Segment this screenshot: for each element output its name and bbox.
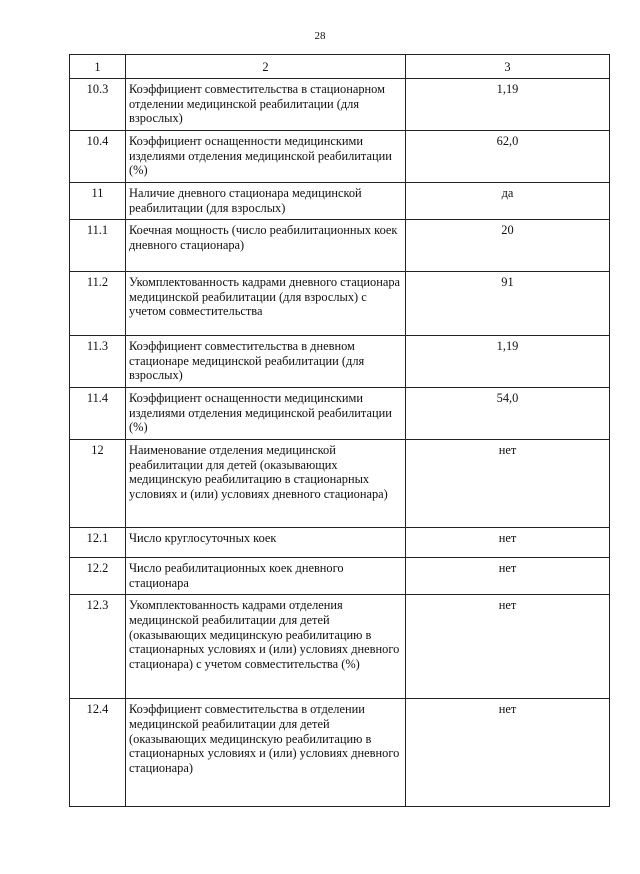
row-description: Коэффициент совместительства в стационарном отделении медицинской реабилитации (для взрослых) <box>126 79 406 131</box>
table-row <box>70 440 610 528</box>
column-header-2: 2 <box>126 55 406 79</box>
row-value: нет <box>406 528 610 558</box>
row-description: Укомплектованность кадрами отделения медицинской реабилитации для детей (оказывающих медицинскую реабилитацию в стационарных условиях и (или) условиях дневного стационара) с учетом совместительства (%) <box>126 595 406 699</box>
row-description: Коэффициент оснащенности медицинскими изделиями отделения медицинской реабилитации (%) <box>126 388 406 440</box>
row-description: Наличие дневного стационара медицинской реабилитации (для взрослых) <box>126 183 406 220</box>
row-description: Коэффициент оснащенности медицинскими изделиями отделения медицинской реабилитации (%) <box>126 131 406 183</box>
row-number: 12.3 <box>70 595 126 699</box>
row-description: Укомплектованность кадрами дневного стационара медицинской реабилитации (для взрослых) с учетом совместительства <box>126 272 406 336</box>
row-number: 12.4 <box>70 699 126 807</box>
row-value: 91 <box>406 272 610 336</box>
row-number: 12.1 <box>70 528 126 558</box>
row-value: да <box>406 183 610 220</box>
row-value: 1,19 <box>406 336 610 388</box>
row-description: Коэффициент совместительства в дневном стационаре медицинской реабилитации (для взрослых) <box>126 336 406 388</box>
table-row <box>70 595 610 699</box>
row-description: Наименование отделения медицинской реабилитации для детей (оказывающих медицинскую реабилитацию в стационарных условиях и (или) условиях дневного стационара) <box>126 440 406 528</box>
row-value: нет <box>406 558 610 595</box>
row-number: 11.1 <box>70 220 126 272</box>
row-description: Число реабилитационных коек дневного стационара <box>126 558 406 595</box>
table-row <box>70 388 610 440</box>
row-number: 11.3 <box>70 336 126 388</box>
table-row <box>70 272 610 336</box>
row-value: 54,0 <box>406 388 610 440</box>
row-number: 12 <box>70 440 126 528</box>
column-header-3: 3 <box>406 55 610 79</box>
row-number: 11.4 <box>70 388 126 440</box>
table-row <box>70 528 610 558</box>
table-row <box>70 183 610 220</box>
page-number: 28 <box>314 30 326 42</box>
table-row <box>70 336 610 388</box>
row-value: нет <box>406 440 610 528</box>
row-number: 12.2 <box>70 558 126 595</box>
table-row <box>70 131 610 183</box>
column-header-1: 1 <box>70 55 126 79</box>
row-description: Коэффициент совместительства в отделении медицинской реабилитации для детей (оказывающих медицинскую реабилитацию в стационарных условиях и (или) условиях дневного стационара) <box>126 699 406 807</box>
row-value: нет <box>406 699 610 807</box>
table-row <box>70 699 610 807</box>
table-row <box>70 79 610 131</box>
row-number: 10.4 <box>70 131 126 183</box>
row-description: Число круглосуточных коек <box>126 528 406 558</box>
row-number: 11 <box>70 183 126 220</box>
table-row <box>70 220 610 272</box>
row-value: 62,0 <box>406 131 610 183</box>
row-number: 10.3 <box>70 79 126 131</box>
row-value: 20 <box>406 220 610 272</box>
row-description: Коечная мощность (число реабилитационных коек дневного стационара) <box>126 220 406 272</box>
row-value: нет <box>406 595 610 699</box>
indicators-table <box>69 54 610 807</box>
table-row <box>70 558 610 595</box>
row-number: 11.2 <box>70 272 126 336</box>
table-header-row <box>70 55 610 79</box>
row-value: 1,19 <box>406 79 610 131</box>
